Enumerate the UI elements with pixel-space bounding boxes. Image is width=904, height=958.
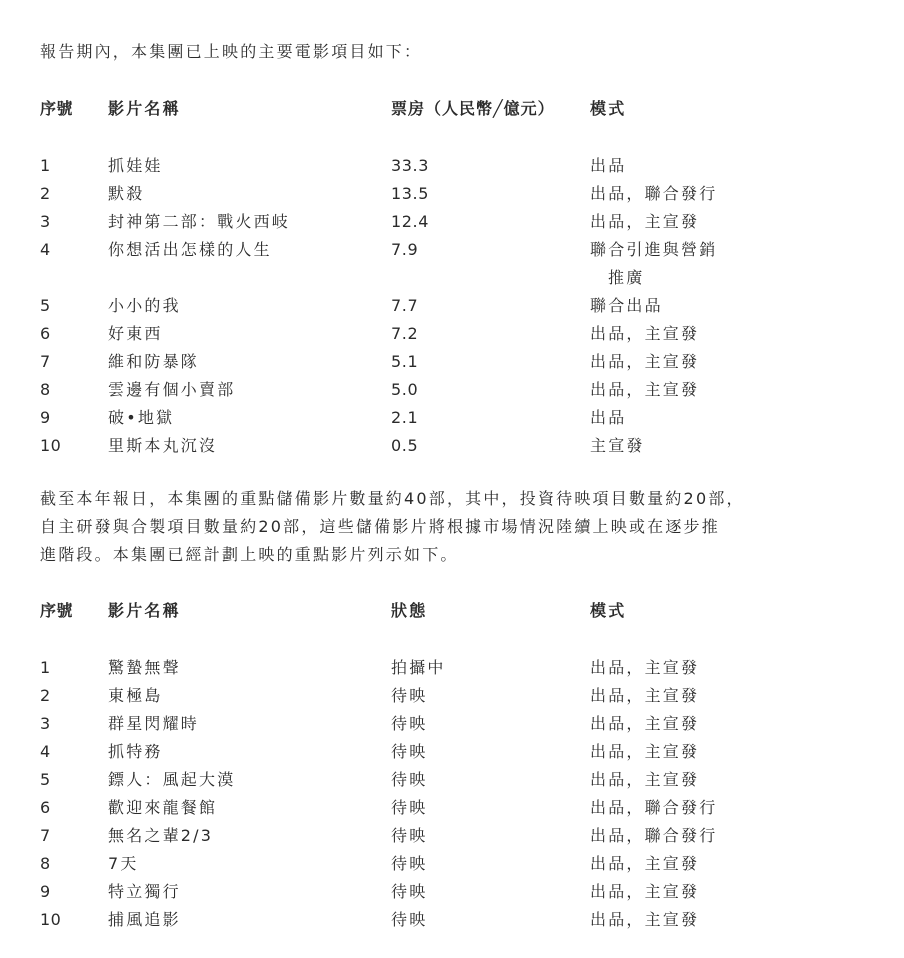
row-box-office: 13.5 [391,184,430,203]
row-title: 捕風追影 [108,910,181,929]
row-status: 待映 [391,826,428,845]
row-mode: 聯合引進與營銷 [590,240,718,259]
row-mode: 聯合出品 [590,296,663,315]
row-mode: 出品，聯合發行 [590,798,718,817]
row-no: 5 [40,296,51,315]
row-box-office: 0.5 [391,436,419,455]
row-status: 待映 [391,910,428,929]
row-no: 1 [40,156,51,175]
row-mode: 出品，主宣發 [590,714,700,733]
row-title: 抓特務 [108,742,163,761]
row-title: 默殺 [108,184,145,203]
row-mode: 主宣發 [590,436,645,455]
row-mode: 出品，主宣發 [590,352,700,371]
row-no: 8 [40,854,51,873]
row-title: 鏢人：風起大漠 [108,770,236,789]
intro-text: 報告期內，本集團已上映的主要電影項目如下： [40,42,423,61]
row-mode-continued: 推廣 [608,268,645,287]
table-row [0,404,904,432]
row-no: 1 [40,658,51,677]
table-row [0,710,904,738]
row-status: 拍攝中 [391,658,446,677]
row-no: 4 [40,742,51,761]
row-box-office: 7.7 [391,296,419,315]
header-mode: 模式 [590,601,627,620]
table-row [0,654,904,682]
row-box-office: 33.3 [391,156,430,175]
row-box-office: 5.0 [391,380,419,399]
table-row [0,738,904,766]
row-box-office: 7.2 [391,324,419,343]
table1-header [0,95,904,123]
row-title: 里斯本丸沉沒 [108,436,218,455]
row-no: 7 [40,826,51,845]
row-title: 群星閃耀時 [108,714,200,733]
row-box-office: 5.1 [391,352,419,371]
row-mode: 出品，主宣發 [590,854,700,873]
row-title: 你想活出怎樣的人生 [108,240,272,259]
header-box-office: 票房（人民幣╱億元） [391,99,555,118]
paragraph-line: 自主研發與合製項目數量約20部，這些儲備影片將根據市場情況陸續上映或在逐步推 [40,517,720,536]
row-status: 待映 [391,686,428,705]
row-status: 待映 [391,854,428,873]
row-no: 10 [40,910,62,929]
row-mode: 出品 [590,408,627,427]
table-row [0,682,904,710]
table2-header [0,597,904,625]
table-row [0,320,904,348]
row-title: 抓娃娃 [108,156,163,175]
table-row [0,906,904,934]
row-no: 9 [40,408,51,427]
table-row [0,878,904,906]
row-mode: 出品，聯合發行 [590,826,718,845]
header-no: 序號 [40,601,73,620]
table-row [0,766,904,794]
table-row [0,152,904,180]
row-mode: 出品，主宣發 [590,324,700,343]
row-title: 破•地獄 [108,408,175,427]
row-title: 雲邊有個小賣部 [108,380,236,399]
row-mode: 出品，主宣發 [590,882,700,901]
row-status: 待映 [391,742,428,761]
row-title: 小小的我 [108,296,181,315]
table-row [0,180,904,208]
row-no: 3 [40,212,51,231]
table-row [0,348,904,376]
row-status: 待映 [391,714,428,733]
row-mode: 出品 [590,156,627,175]
row-no: 2 [40,184,51,203]
row-box-office: 7.9 [391,240,419,259]
row-status: 待映 [391,798,428,817]
row-mode: 出品，主宣發 [590,910,700,929]
header-title: 影片名稱 [108,99,181,118]
row-title: 歡迎來龍餐館 [108,798,218,817]
row-title: 維和防暴隊 [108,352,200,371]
header-title: 影片名稱 [108,601,181,620]
table-row [0,822,904,850]
row-title: 驚蟄無聲 [108,658,181,677]
row-mode: 出品，主宣發 [590,380,700,399]
row-mode: 出品，主宣發 [590,742,700,761]
row-no: 7 [40,352,51,371]
row-no: 8 [40,380,51,399]
row-title: 特立獨行 [108,882,181,901]
row-mode: 出品，主宣發 [590,686,700,705]
row-status: 待映 [391,770,428,789]
table-row [0,208,904,236]
header-status: 狀態 [391,601,428,620]
header-no: 序號 [40,99,73,118]
row-title: 東極島 [108,686,163,705]
row-no: 10 [40,436,62,455]
row-mode: 出品，主宣發 [590,212,700,231]
row-no: 3 [40,714,51,733]
table-row [0,292,904,320]
paragraph-line: 進階段。本集團已經計劃上映的重點影片列示如下。 [40,545,459,564]
paragraph-line: 截至本年報日，本集團的重點儲備影片數量約40部，其中，投資待映項目數量約20部， [40,489,745,508]
row-no: 5 [40,770,51,789]
header-mode: 模式 [590,99,627,118]
table-row [0,236,904,292]
row-status: 待映 [391,882,428,901]
table-row [0,376,904,404]
table-row [0,850,904,878]
row-mode: 出品，聯合發行 [590,184,718,203]
row-title: 7天 [108,854,139,873]
row-mode: 出品，主宣發 [590,658,700,677]
row-mode: 出品，主宣發 [590,770,700,789]
row-title: 無名之輩2/3 [108,826,214,845]
row-no: 6 [40,798,51,817]
row-title: 封神第二部：戰火西岐 [108,212,291,231]
row-no: 2 [40,686,51,705]
row-title: 好東西 [108,324,163,343]
row-no: 9 [40,882,51,901]
row-no: 4 [40,240,51,259]
row-box-office: 2.1 [391,408,419,427]
table-row [0,794,904,822]
table-row [0,432,904,460]
row-box-office: 12.4 [391,212,430,231]
row-no: 6 [40,324,51,343]
